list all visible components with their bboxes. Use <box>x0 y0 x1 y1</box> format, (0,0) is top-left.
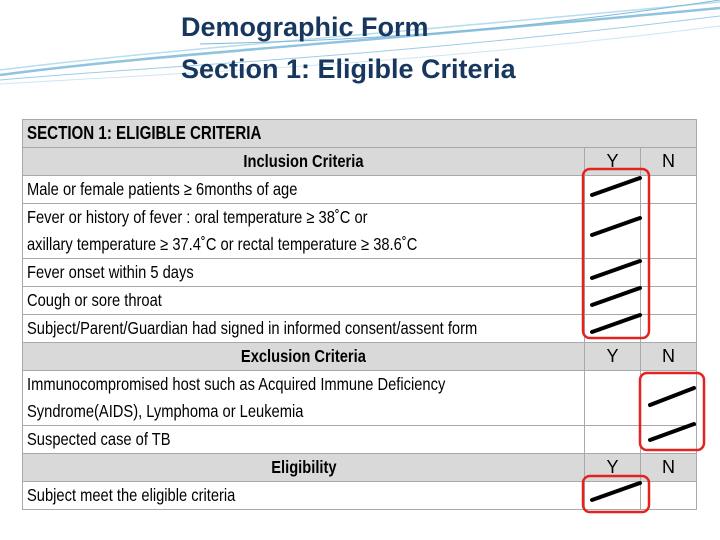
inclusion-yes-header: Y <box>585 148 641 176</box>
criteria-text: Fever or history of fever : oral temperature ≥ 38˚C or axillary temperature ≥ 37.4˚C or rectal temperature ≥ 38.6˚C <box>23 204 585 259</box>
title-block <box>181 10 516 86</box>
no-cell[interactable] <box>641 371 697 426</box>
eligibility-yes-header: Y <box>585 454 641 482</box>
eligibility-no-header: N <box>641 454 697 482</box>
no-cell[interactable] <box>641 482 697 510</box>
no-cell[interactable] <box>641 315 697 343</box>
yes-cell[interactable] <box>585 204 641 259</box>
no-cell[interactable] <box>641 176 697 204</box>
criteria-row <box>23 259 697 287</box>
yes-cell[interactable] <box>585 426 641 454</box>
exclusion-header-row <box>23 343 697 371</box>
no-cell[interactable] <box>641 426 697 454</box>
section-title-row <box>23 120 697 148</box>
page-title: Demographic Form <box>181 12 429 42</box>
inclusion-heading: Inclusion Criteria <box>23 148 585 176</box>
criteria-row <box>23 426 697 454</box>
yes-cell[interactable] <box>585 287 641 315</box>
yes-cell[interactable] <box>585 259 641 287</box>
yes-cell[interactable] <box>585 482 641 510</box>
criteria-row <box>23 315 697 343</box>
criteria-text: Suspected case of TB <box>23 426 585 454</box>
page-subtitle: Section 1: Eligible Criteria <box>181 54 516 84</box>
eligibility-header-row <box>23 454 697 482</box>
yes-cell[interactable] <box>585 371 641 426</box>
criteria-row <box>23 204 697 259</box>
criteria-text: Immunocompromised host such as Acquired Immune Deficiency Syndrome(AIDS), Lymphoma or Leukemia <box>23 371 585 426</box>
criteria-text: Fever onset within 5 days <box>23 259 585 287</box>
yes-cell[interactable] <box>585 176 641 204</box>
criteria-text: Male or female patients ≥ 6months of age <box>23 176 585 204</box>
no-cell[interactable] <box>641 287 697 315</box>
eligibility-form-table <box>22 119 697 510</box>
no-cell[interactable] <box>641 259 697 287</box>
no-cell[interactable] <box>641 204 697 259</box>
exclusion-heading: Exclusion Criteria <box>23 343 585 371</box>
yes-cell[interactable] <box>585 315 641 343</box>
eligibility-heading: Eligibility <box>23 454 585 482</box>
criteria-text: Cough or sore throat <box>23 287 585 315</box>
criteria-row <box>23 371 697 426</box>
inclusion-no-header: N <box>641 148 697 176</box>
exclusion-yes-header: Y <box>585 343 641 371</box>
criteria-text: Subject/Parent/Guardian had signed in informed consent/assent form <box>23 315 585 343</box>
exclusion-no-header: N <box>641 343 697 371</box>
section-title: SECTION 1: ELIGIBLE CRITERIA <box>23 120 697 148</box>
inclusion-header-row <box>23 148 697 176</box>
criteria-row <box>23 482 697 510</box>
criteria-row <box>23 287 697 315</box>
criteria-text: Subject meet the eligible criteria <box>23 482 585 510</box>
criteria-row <box>23 176 697 204</box>
